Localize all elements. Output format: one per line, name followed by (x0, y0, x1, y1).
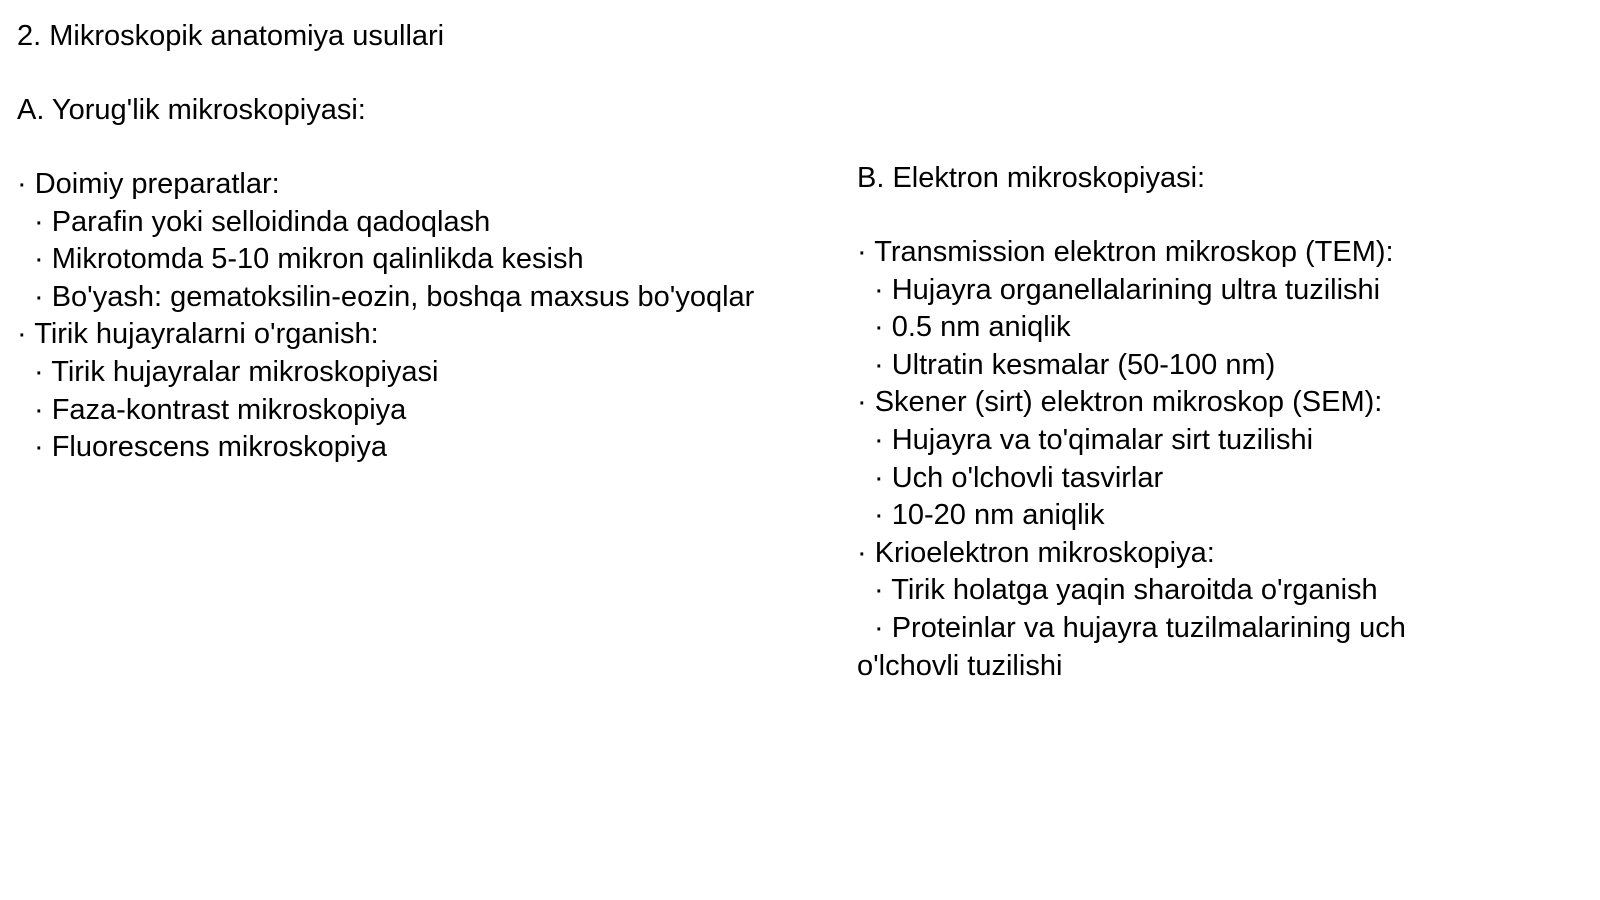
list-item: · Hujayra va to'qimalar sirt tuzilishi (874, 423, 1314, 456)
list-item: · Proteinlar va hujayra tuzilmalarining uch (874, 611, 1406, 644)
list-item-continuation: o'lchovli tuzilishi (857, 649, 1063, 682)
list-item: · Tirik holatga yaqin sharoitda o'rganish (874, 574, 1378, 607)
list-item: · Tirik hujayralar mikroskopiyasi (34, 355, 439, 388)
list-item: · Transmission elektron mikroskop (TEM): (857, 236, 1394, 268)
list-item: · Mikrotomda 5-10 mikron qalinlikda kesish (34, 243, 584, 276)
slide-heading: 2. Mikroskopik anatomiya usullari (17, 20, 445, 52)
list-item: · 0.5 nm aniqlik (874, 311, 1071, 344)
list-item: · Uch o'lchovli tasvirlar (874, 461, 1164, 494)
section-a-list (17, 166, 817, 467)
section-b-title: B. Elektron mikroskopiyasi: (857, 162, 1206, 194)
list-item: · Ultratin kesmalar (50-100 nm) (874, 348, 1276, 381)
list-item: · Faza-kontrast mikroskopiya (34, 393, 407, 426)
list-item: · Krioelektron mikroskopiya: (857, 536, 1215, 569)
list-item: · Fluorescens mikroskopiya (34, 431, 387, 464)
list-item: · Hujayra organellalarining ultra tuzilishi (874, 273, 1381, 306)
section-a-title: A. Yorug'lik mikroskopiyasi: (17, 94, 366, 126)
list-item: · Doimiy preparatlar: (17, 168, 280, 200)
list-item: · 10-20 nm aniqlik (874, 499, 1105, 532)
list-item: · Skener (sirt) elektron mikroskop (SEM): (857, 386, 1383, 419)
list-item: · Tirik hujayralarni o'rganish: (17, 318, 379, 351)
list-item: · Parafin yoki selloidinda qadoqlash (34, 205, 491, 238)
section-b-list (857, 234, 1577, 685)
list-item: · Bo'yash: gematoksilin-eozin, boshqa maxsus bo'yoqlar (34, 280, 755, 313)
